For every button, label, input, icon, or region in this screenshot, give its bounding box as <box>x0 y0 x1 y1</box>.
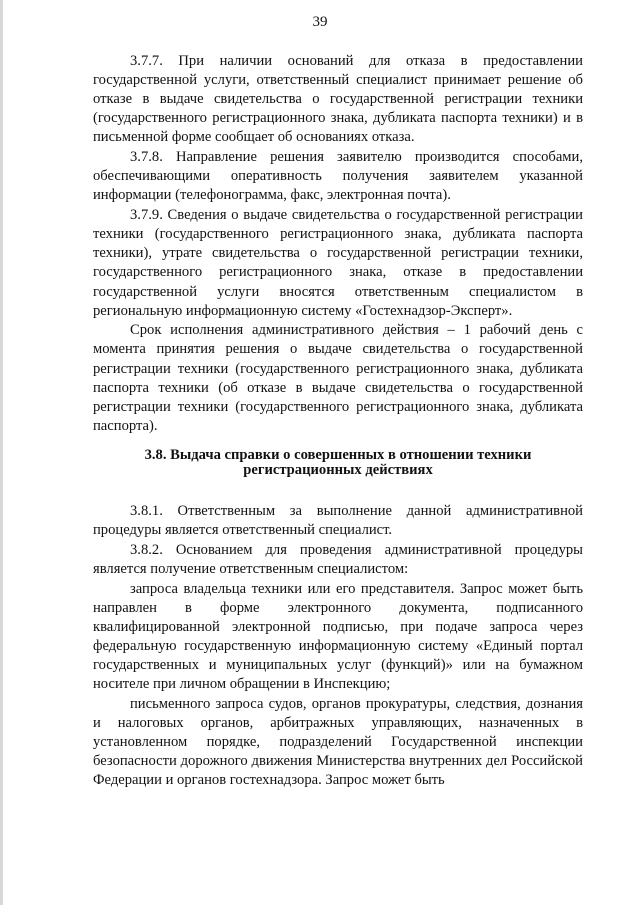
paragraph-3-7-8: 3.7.8. Направление решения заявителю производится способами, обеспечивающими оперативность получения заявителем указанной информации (телефонограмма, факс, электронная почта). <box>93 149 583 204</box>
paragraph-3-7-9: 3.7.9. Сведения о выдаче свидетельства о государственной регистрации техники (государственного регистрационного знака, дубликата паспорта техники), утрате свидетельства о государственной регистрации техники, государственного регистрационного знака, отказе в предоставлении государственной услуги вносятся ответственным специалистом в региональную информационную систему «Гостехнадзор-Эксперт». <box>93 207 583 319</box>
paragraph-deadline: Срок исполнения административного действия – 1 рабочий день с момента принятия решения о выдаче свидетельства о государственной регистрации техники (государственного регистрационного знака, дубликата паспорта техники (об отказе в выдаче свидетельства о государственной регистрации техники (государственного регистрационного знака, дубликата паспорта). <box>93 322 583 434</box>
paragraph-authority-request: письменного запроса судов, органов прокуратуры, следствия, дознания и налоговых органов, арбитражных управляющих, назначенных в установленном порядке, подразделений Государственной инспекции безопасности дорожного движения Министерства внутренних дел Российской Федерации и органов гостехнадзора. Запрос может быть <box>93 695 583 789</box>
paragraph-3-7-7: 3.7.7. При наличии оснований для отказа в предоставлении государственной услуги, ответственный специалист принимает решение об отказе в выдаче свидетельства о государственной регистрации техники (государственного регистрационного знака, дубликата паспорта техники) и в письменной форме сообщает об основаниях отказа. <box>93 53 583 146</box>
section-heading-3-8: 3.8. Выдача справки о совершенных в отношении техники регистрационных действиях <box>144 446 532 478</box>
paragraph-owner-request: запроса владельца техники или его представителя. Запрос может быть направлен в форме электронного документа, подписанного квалифицированной электронной подписью, при подаче запроса через федеральную государственную информационную систему «Единый портал государственных и муниципальных услуг (функций)» или на бумажном носителе при личном обращении в Инспекцию; <box>93 580 583 693</box>
document-body <box>93 52 583 791</box>
paragraph-3-8-2: 3.8.2. Основанием для проведения административной процедуры является получение ответственным специалистом: <box>93 541 583 577</box>
page-number: 39 <box>312 14 328 30</box>
page-left-edge <box>0 0 3 905</box>
paragraph-3-8-1: 3.8.1. Ответственным за выполнение данной административной процедуры является ответственный специалист. <box>93 502 583 539</box>
